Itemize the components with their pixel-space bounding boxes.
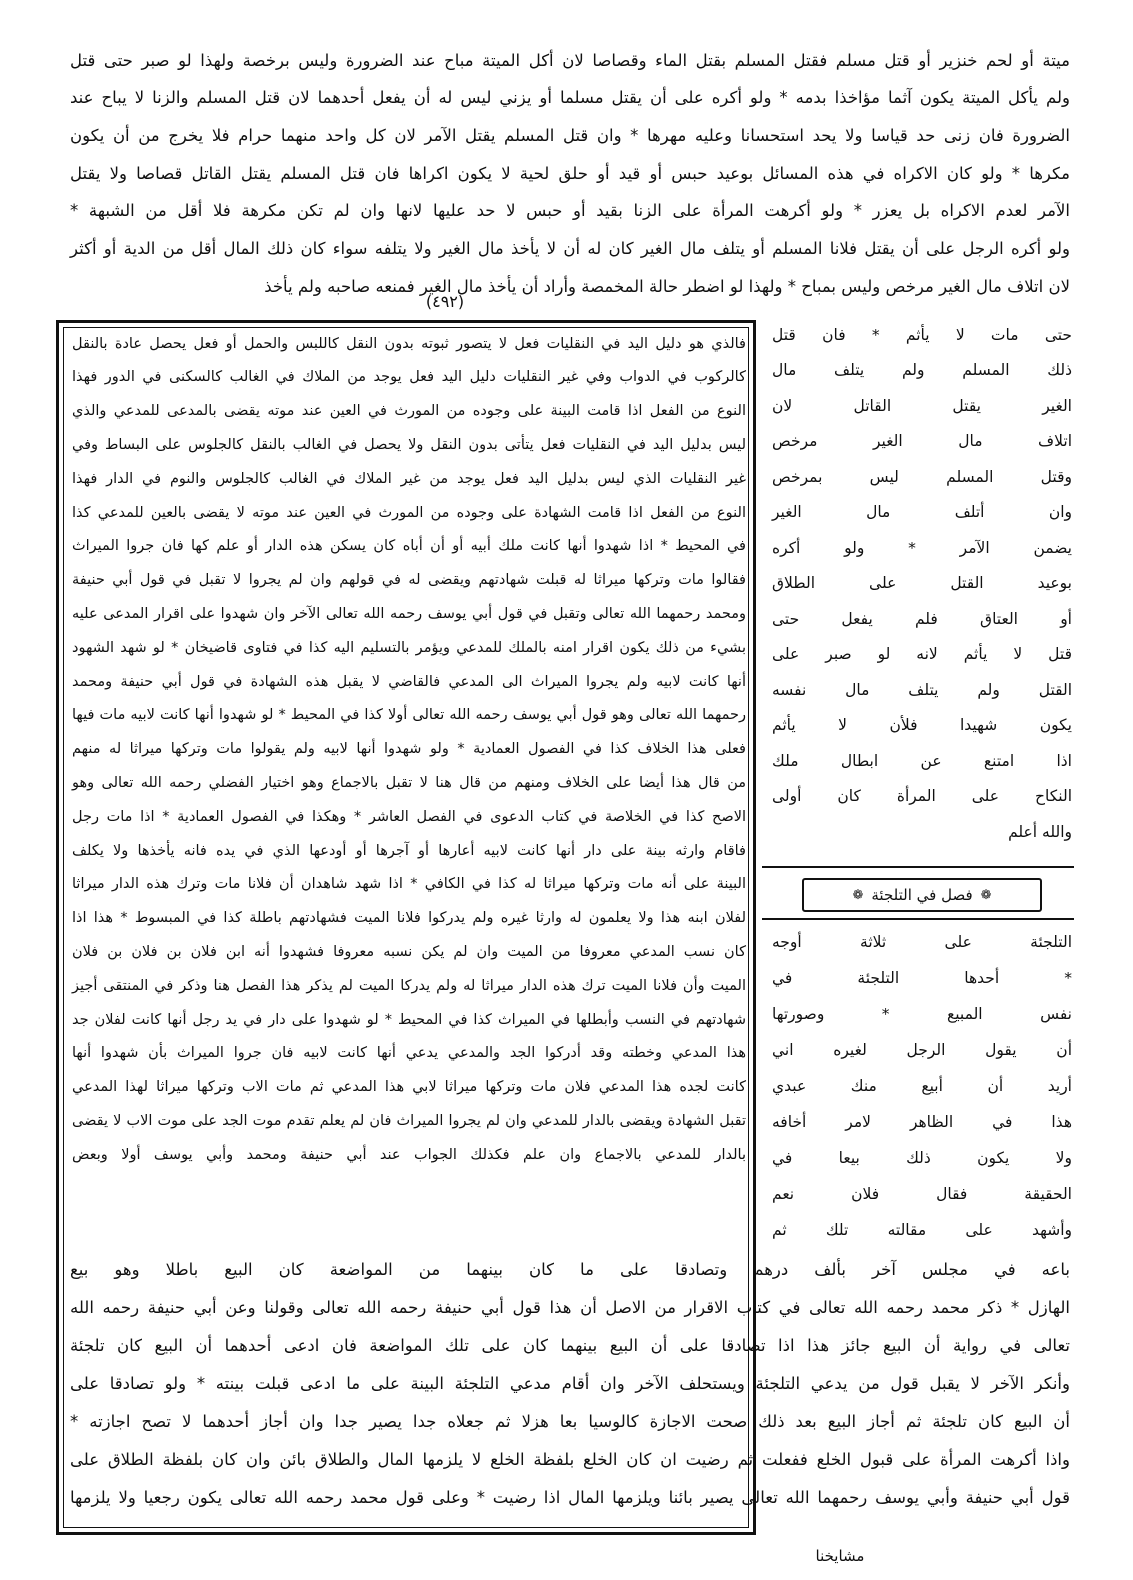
ornament-icon: ❁ bbox=[980, 887, 992, 903]
text-line: أو العتاق فلم يفعل حتى bbox=[772, 610, 1072, 628]
commentary-line: كانت لجده هذا المدعي فلان مات وتركها ميراثا لابي هذا المدعي ثم مات الاب وتركها ميراثا لهذا المدعي bbox=[72, 1079, 746, 1095]
commentary-line: ليس بدليل اليد في النقليات فعل يتأتى بدون النقل ولا يحصل في الغالب بالنقل كالجلوس على البساط وفي bbox=[72, 437, 746, 453]
text-line: القتل ولم يتلف مال نفسه bbox=[772, 681, 1072, 699]
commentary-line: أنها كانت لابيه ولم يجروا الميراث الى المدعي فالقاضي لا يقبل هذه الشهادة في قول أبي حنيفة ومحمد bbox=[72, 674, 746, 690]
text-line: وان أتلف مال الغير bbox=[772, 503, 1072, 521]
text-line: قول أبي حنيفة وأبي يوسف رحمهما الله تعالى يصير بائنا ويلزمها المال اذا رضيت * وعلى قول محمد رحمه الله تعالى يكون رجعيا ولا يلزمها bbox=[70, 1488, 1070, 1507]
commentary-line: فقالوا مات وتركها ميراثا له قبلت شهادتهم ويقضى له في قولهم وان لم يجروا لا تقبل في قول أبي حنيفة bbox=[72, 572, 746, 588]
commentary-line: شهادتهم في النسب وأبطلها في الميراث كذا في المحيط * لو شهدوا على دار في يد رجل أنها كانت لفلان جد bbox=[72, 1012, 746, 1028]
commentary-line: رحمهما الله تعالى وهو قول أبي يوسف رحمه الله تعالى أولا كذا في المحيط * لو شهدوا أنها كانت لابيه مات فيها bbox=[72, 707, 746, 723]
commentary-line: الاصح كذا في الخلاصة في كتاب الدعوى في الفصل العاشر * وهكذا في الفصول العمادية * اذا مات رجل bbox=[72, 809, 746, 825]
text-line: ولا يكون ذلك بيعا في bbox=[772, 1149, 1072, 1167]
text-line: وأنكر الآخر لا يقبل قول من يدعي التلجئة ويستحلف الآخر وان أقام مدعي التلجئة البينة على ما ادعى قبلت بينته * ولو تصادقا على bbox=[70, 1374, 1070, 1393]
commentary-line: لفلان ابنه هذا ولا يعلمون له وارثا غيره ولم يدركوا فلانا الميت فشهادتهم باطلة كذا في المبسوط * هذا اذا bbox=[72, 910, 746, 926]
catchword: مشايخنا bbox=[815, 1547, 865, 1565]
text-line: ولو أكره الرجل على أن يقتل فلانا المسلم أو يتلف مال الغير كان له أن لا يأخذ مال الغير ولا يتلفه سواء كان ذلك المال أقل من الدية أو أكثر bbox=[70, 239, 1070, 258]
text-line: باعه في مجلس آخر بألف درهم وتصادقا على ما كان بينهما من المواضعة كان البيع باطلا وهو بيع bbox=[70, 1260, 1070, 1279]
text-line: يكون شهيدا فلأن لا يأثم bbox=[772, 716, 1072, 734]
commentary-line: غير النقليات الذي ليس بدليل اليد فعل يوجد من غير الملاك في الغالب كالجلوس والنوم في الدار فهذا bbox=[72, 471, 746, 487]
text-line: الآمر لعدم الاكراه بل يعزر * ولو أكرهت المرأة على الزنا بقيد أو حبس لا حد عليها لانها وان لم تكن مكرهة فلا أقل من الشبهة * bbox=[70, 201, 1070, 220]
text-line: قتل لا يأثم لانه لو صبر على bbox=[772, 645, 1072, 663]
text-line: الضرورة فان زنى حد قياسا ولا يحد استحسانا وعليه مهرها * وان قتل المسلم يقتل الآمر لان كل واحد منهما حرام فلا يخرج من أن يكون bbox=[70, 126, 1070, 145]
text-line: وأشهد على مقالته تلك ثم bbox=[772, 1221, 1072, 1239]
commentary-line: من قال هذا أيضا على الخلاف ومنهم من قال هنا لا تقبل بالاجماع وهو اختيار الفضلي رحمه الله تعالى وهو bbox=[72, 775, 746, 791]
commentary-line: في المحيط * اذا شهدوا أنها كانت ملك أبيه أو أن أباه كان يسكن هذه الدار أو علم كها فان جروا الميراث bbox=[72, 538, 746, 554]
text-line: هذا في الظاهر لامر أخافه bbox=[772, 1113, 1072, 1131]
text-line: النكاح على المرأة كان أولى bbox=[772, 787, 1072, 805]
text-line: الحقيقة فقال فلان نعم bbox=[772, 1185, 1072, 1203]
text-line: أن يقول الرجل لغيره اني bbox=[772, 1041, 1072, 1059]
commentary-line: بالدار للمدعي بالاجماع وان علم فكذلك الجواب عند أبي حنيفة ومحمد وأبي يوسف أولا وبعض bbox=[72, 1147, 746, 1163]
text-line: ولم يأكل الميتة يكون آثما مؤاخذا بدمه * ولو أكره على أن يقتل مسلما أو يزني ليس له أن يفعل أحدهما لان قتل المسلم والزنا لا يباح عند bbox=[70, 88, 1070, 107]
commentary-line: بشيء من ذلك يكون اقرار امنه بالملك للمدعي ويؤمر بالتسليم اليه كذا في فتاوى قاضيخان * لو شهد الشهود bbox=[72, 640, 746, 656]
section-heading bbox=[802, 878, 1042, 912]
commentary-line: ومحمد رحمهما الله تعالى وتقبل في قول أبي يوسف رحمه الله تعالى الآخر وان شهدوا على اقرار المدعى عليه bbox=[72, 606, 746, 622]
text-line: أريد أن أبيع منك عبدي bbox=[772, 1077, 1072, 1095]
text-line: مكرها * ولو كان الاكراه في هذه المسائل بوعيد حبس أو قيد أو حلق لحية لا يكون اكراها فان قتل المسلم يقتل القاتل قصاصا ولا يقتل bbox=[70, 164, 1070, 183]
text-line: واذا أكرهت المرأة على قبول الخلع ففعلت ثم رضيت ان كان الخلع بلفظة الخلع لا يلزمها المال والطلاق بائن وان كان بلفظة الطلاق على bbox=[70, 1450, 1070, 1469]
text-line: اذا امتنع عن ابطال ملك bbox=[772, 752, 1072, 770]
commentary-line: كالركوب في الدواب وفي غير النقليات دليل اليد فعل يوجد من الملاك في الغالب كالسكنى في الدور فهذا bbox=[72, 369, 746, 385]
ornament-icon: ❁ bbox=[852, 887, 864, 903]
commentary-line: النوع من الفعل اذا قامت الشهادة على وجوده من المورث في العين عند موته لا يقضى بالعين للمدعي كذا bbox=[72, 505, 746, 521]
section-title: فصل في التلجئة bbox=[871, 886, 973, 904]
text-line: ذلك المسلم ولم يتلف مال bbox=[772, 361, 1072, 379]
text-line: نفس المبيع * وصورتها bbox=[772, 1005, 1072, 1023]
text-line: ميتة أو لحم خنزير أو قتل مسلم فقتل المسلم بقتل الماء وقصاصا لان أكل الميتة مباح عند الضرورة وليس برخصة ولهذا لو صبر حتى قتل bbox=[70, 51, 1070, 70]
commentary-line: البينة على أنه مات وتركها ميراثا له كذا في الكافي * اذا شهد شاهدان أن فلانا مات وترك هذه الدار ميراثا bbox=[72, 876, 746, 892]
divider bbox=[762, 866, 1074, 868]
commentary-line: الميت وأن فلانا الميت ترك هذه الدار ميراثا له ولم يدركا الميت لم يذكر هذا الفصل هنا وذكر في المنتقى أجيز bbox=[72, 978, 746, 994]
text-line: لان اتلاف مال الغير مرخص وليس بمباح * ولهذا لو اضطر حالة المخمصة وأراد أن يأخذ مال الغير فمنعه صاحبه ولم يأخذ bbox=[264, 277, 1070, 296]
commentary-line: فاقام وارثه بينة على دار أنها كانت لابيه أعارها أو آجرها أو أودعها الذي في يده فانه يأخذها ولا يكلف bbox=[72, 843, 746, 859]
commentary-line: تقبل الشهادة ويقضى بالدار للمدعي وان لم يجروا الميراث فان لم يعلم تقدم موت الجد على موت الاب لا يقضى bbox=[72, 1113, 746, 1129]
text-line: * أحدها التلجئة في bbox=[772, 969, 1072, 987]
divider bbox=[762, 918, 1074, 920]
text-line: بوعيد القتل على الطلاق bbox=[772, 574, 1072, 592]
text-line: التلجئة على ثلاثة أوجه bbox=[772, 933, 1072, 951]
text-line: يضمن الآمر * ولو أكره bbox=[772, 539, 1072, 557]
text-line: الهازل * ذكر محمد رحمه الله تعالى في كتاب الاقرار من الاصل أن هذا قول أبي حنيفة رحمه الله تعالى وقولنا وعن أبي حنيفة رحمه الله bbox=[70, 1298, 1070, 1317]
page-number: (٤٩٢) bbox=[425, 292, 465, 311]
text-line: حتى مات لا يأثم * فان قتل bbox=[772, 326, 1072, 344]
commentary-line: النوع من الفعل اذا قامت البينة على وجوده من المورث في العين عند موته يقضى بالمدعى للمدعي والذي bbox=[72, 403, 746, 419]
text-line: أن البيع كان تلجئة ثم أجاز البيع بعد ذلك صحت الاجازة كالوسيا بعا هزلا ثم جعلاه جدا يصير جدا وان أجاز أحدهما لا تصح اجازته * bbox=[70, 1412, 1070, 1431]
commentary-line: هذا المدعي وخطته وقد أدركوا الجد والمدعي يدعي أنها كانت لابيه فان جروا الميراث بأن شهدوا أنها bbox=[72, 1045, 746, 1061]
text-line: تعالى في رواية أن البيع جائز هذا اذا تصادقا على أن البيع بينهما كان على تلك المواضعة فان ادعى أحدهما أن البيع كان تلجئة bbox=[70, 1336, 1070, 1355]
text-line: وقتل المسلم ليس بمرخص bbox=[772, 468, 1072, 486]
text-line: اتلاف مال الغير مرخص bbox=[772, 432, 1072, 450]
commentary-line: فالذي هو دليل اليد في النقليات فعل لا يتصور ثبوته بدون النقل كاللبس والحمل أو فعل يحصل عادة بالنقل bbox=[72, 336, 746, 352]
commentary-line: كان نسب المدعي معروفا من الميت وان لم يكن نسبه معروفا فشهدوا أنه ابن فلان بن فلان بن فلان bbox=[72, 944, 746, 960]
commentary-line: فعلى هذا الخلاف كذا في الفصول العمادية * ولو شهدوا أنها لابيه ولم يقولوا مات وتركها ميراثا له منهم bbox=[72, 741, 746, 757]
text-line: والله أعلم bbox=[1008, 823, 1072, 841]
text-line: الغير يقتل القاتل لان bbox=[772, 397, 1072, 415]
